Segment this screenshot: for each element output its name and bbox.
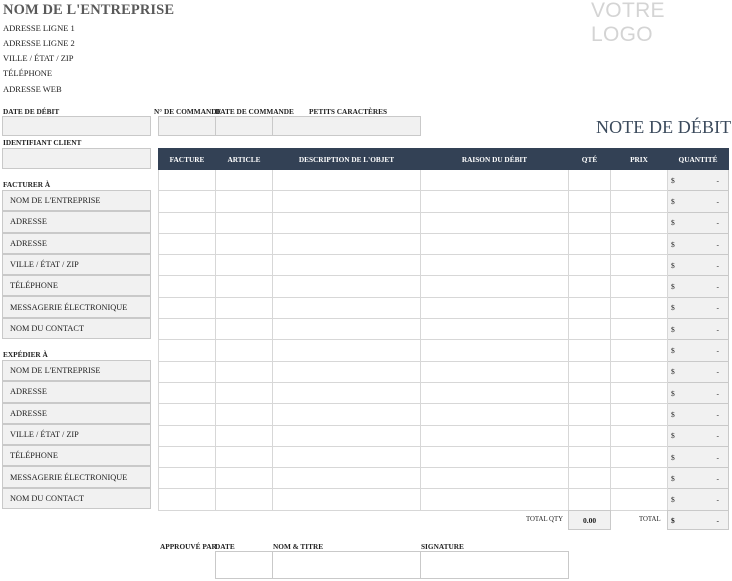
table-cell[interactable]	[611, 446, 668, 467]
amount-value: -	[716, 452, 719, 462]
table-cell[interactable]	[569, 425, 611, 446]
table-cell[interactable]	[421, 382, 569, 403]
approval-date-field[interactable]	[215, 551, 273, 579]
table-cell[interactable]	[159, 297, 216, 318]
currency-symbol: $	[671, 196, 675, 206]
amount-value: -	[716, 409, 719, 419]
table-cell[interactable]	[273, 361, 421, 382]
client-id-label: IDENTIFIANT CLIENT	[3, 138, 82, 147]
table-cell[interactable]	[569, 319, 611, 340]
total-value: -	[716, 515, 719, 525]
table-row	[159, 382, 729, 403]
bill-to-title: FACTURER À	[3, 180, 51, 189]
table-cell[interactable]	[421, 489, 569, 510]
table-row	[159, 446, 729, 467]
currency-symbol: $	[671, 452, 675, 462]
col-header-qty: QTÉ	[569, 149, 611, 170]
row-amount-cell	[668, 404, 729, 425]
amount-value: -	[716, 346, 719, 356]
small-chars-label: PETITS CARACTÈRES	[309, 107, 388, 116]
table-cell[interactable]	[569, 212, 611, 233]
order-date-label: DATE DE COMMANDE	[215, 107, 294, 116]
ship-to-phone[interactable]: TÉLÉPHONE	[2, 445, 151, 466]
table-cell[interactable]	[273, 468, 421, 489]
table-cell[interactable]	[611, 361, 668, 382]
bill-to-address-2[interactable]: ADRESSE	[2, 233, 151, 254]
col-header-description: DESCRIPTION DE L'OBJET	[273, 149, 421, 170]
table-cell[interactable]	[159, 446, 216, 467]
table-cell[interactable]	[216, 233, 273, 254]
row-amount-cell	[668, 170, 729, 191]
table-cell[interactable]	[421, 233, 569, 254]
amount-value: -	[716, 218, 719, 228]
total-amount	[667, 510, 729, 530]
table-cell[interactable]	[421, 212, 569, 233]
table-cell[interactable]	[159, 212, 216, 233]
table-row	[159, 468, 729, 489]
table-cell[interactable]	[569, 382, 611, 403]
company-website: ADRESSE WEB	[3, 84, 62, 94]
small-chars-field[interactable]	[272, 116, 421, 136]
row-amount-cell	[668, 468, 729, 489]
table-row	[159, 425, 729, 446]
table-cell[interactable]	[273, 382, 421, 403]
table-cell[interactable]	[611, 468, 668, 489]
currency-symbol: $	[671, 260, 675, 270]
row-amount-cell	[668, 255, 729, 276]
table-cell[interactable]	[159, 255, 216, 276]
table-cell[interactable]	[569, 489, 611, 510]
table-row	[159, 404, 729, 425]
table-cell[interactable]	[159, 489, 216, 510]
table-cell[interactable]	[159, 340, 216, 361]
table-row	[159, 212, 729, 233]
table-cell[interactable]	[611, 255, 668, 276]
table-cell[interactable]	[421, 425, 569, 446]
order-date-field[interactable]	[215, 116, 273, 136]
table-cell[interactable]	[569, 468, 611, 489]
table-cell[interactable]	[159, 468, 216, 489]
table-row	[159, 489, 729, 510]
col-header-price: PRIX	[611, 149, 668, 170]
company-name: NOM DE L'ENTREPRISE	[3, 2, 175, 18]
row-amount-cell	[668, 489, 729, 510]
client-id-field[interactable]	[2, 148, 151, 169]
table-cell[interactable]	[273, 297, 421, 318]
bill-to-city[interactable]: VILLE / ÉTAT / ZIP	[2, 254, 151, 275]
amount-value: -	[716, 196, 719, 206]
table-cell[interactable]	[421, 170, 569, 191]
currency-symbol: $	[671, 367, 675, 377]
table-cell[interactable]	[159, 276, 216, 297]
table-cell[interactable]	[611, 340, 668, 361]
row-amount-cell	[668, 276, 729, 297]
table-cell[interactable]	[273, 404, 421, 425]
table-cell[interactable]	[216, 297, 273, 318]
amount-value: -	[716, 260, 719, 270]
table-cell[interactable]	[421, 361, 569, 382]
table-cell[interactable]	[611, 382, 668, 403]
ship-to-address-2[interactable]: ADRESSE	[2, 403, 151, 424]
address-line-1: ADRESSE LIGNE 1	[3, 23, 75, 33]
table-cell[interactable]	[273, 340, 421, 361]
table-cell[interactable]	[569, 404, 611, 425]
table-cell[interactable]	[216, 468, 273, 489]
table-cell[interactable]	[611, 425, 668, 446]
table-cell[interactable]	[273, 255, 421, 276]
amount-value: -	[716, 324, 719, 334]
table-header-row	[159, 149, 729, 170]
table-cell[interactable]	[216, 361, 273, 382]
table-cell[interactable]	[216, 425, 273, 446]
approved-by-label: APPROUVÉ PAR	[160, 542, 217, 551]
table-cell[interactable]	[273, 233, 421, 254]
currency-symbol: $	[671, 324, 675, 334]
table-cell[interactable]	[216, 212, 273, 233]
table-cell[interactable]	[421, 319, 569, 340]
table-cell[interactable]	[159, 404, 216, 425]
table-cell[interactable]	[216, 255, 273, 276]
table-cell[interactable]	[159, 425, 216, 446]
amount-value: -	[716, 303, 719, 313]
currency-symbol: $	[671, 388, 675, 398]
table-cell[interactable]	[273, 191, 421, 212]
name-title-label: NOM & TITRE	[273, 542, 324, 551]
ship-to-address-1[interactable]: ADRESSE	[2, 381, 151, 402]
table-cell[interactable]	[216, 489, 273, 510]
bill-to-email[interactable]: MESSAGERIE ÉLECTRONIQUE	[2, 296, 151, 317]
currency-symbol: $	[671, 175, 675, 185]
table-cell[interactable]	[216, 319, 273, 340]
logo-placeholder: VOTRE LOGO	[591, 0, 665, 46]
amount-value: -	[716, 282, 719, 292]
table-cell[interactable]	[216, 191, 273, 212]
table-row	[159, 319, 729, 340]
currency-symbol: $	[671, 495, 675, 505]
ship-to-title: EXPÉDIER À	[3, 350, 48, 359]
table-cell[interactable]	[216, 404, 273, 425]
signature-label: SIGNATURE	[421, 542, 464, 551]
table-cell[interactable]	[421, 276, 569, 297]
table-row	[159, 191, 729, 212]
amount-value: -	[716, 175, 719, 185]
ship-to-city[interactable]: VILLE / ÉTAT / ZIP	[2, 424, 151, 445]
order-no-field[interactable]	[158, 116, 216, 136]
table-row	[159, 276, 729, 297]
row-amount-cell	[668, 191, 729, 212]
items-body	[159, 170, 729, 511]
company-phone: TÉLÉPHONE	[3, 68, 53, 78]
table-cell[interactable]	[216, 340, 273, 361]
table-cell[interactable]	[611, 489, 668, 510]
ship-to-section	[2, 360, 151, 509]
row-amount-cell	[668, 297, 729, 318]
table-cell[interactable]	[421, 191, 569, 212]
table-cell[interactable]	[611, 319, 668, 340]
table-cell[interactable]	[611, 404, 668, 425]
signature-field[interactable]	[420, 551, 569, 579]
col-header-amount: QUANTITÉ	[668, 149, 729, 170]
currency-symbol: $	[671, 303, 675, 313]
bill-to-contact[interactable]: NOM DU CONTACT	[2, 318, 151, 339]
currency-symbol: $	[671, 431, 675, 441]
table-cell[interactable]	[421, 404, 569, 425]
table-cell[interactable]	[159, 170, 216, 191]
amount-value: -	[716, 367, 719, 377]
amount-value: -	[716, 473, 719, 483]
table-cell[interactable]	[216, 446, 273, 467]
table-cell[interactable]	[421, 468, 569, 489]
currency-symbol: $	[671, 473, 675, 483]
table-cell[interactable]	[569, 170, 611, 191]
table-cell[interactable]	[159, 233, 216, 254]
row-amount-cell	[668, 382, 729, 403]
table-cell[interactable]	[611, 297, 668, 318]
table-cell[interactable]	[569, 446, 611, 467]
bill-to-address-1[interactable]: ADRESSE	[2, 211, 151, 232]
table-cell[interactable]	[159, 361, 216, 382]
ship-to-contact[interactable]: NOM DU CONTACT	[2, 488, 151, 509]
table-cell[interactable]	[273, 319, 421, 340]
name-title-field[interactable]	[272, 551, 421, 579]
row-amount-cell	[668, 319, 729, 340]
table-cell[interactable]	[421, 297, 569, 318]
amount-value: -	[716, 388, 719, 398]
table-cell[interactable]	[421, 446, 569, 467]
table-cell[interactable]	[569, 361, 611, 382]
table-cell[interactable]	[273, 212, 421, 233]
table-row	[159, 233, 729, 254]
bill-to-company[interactable]: NOM DE L'ENTREPRISE	[2, 190, 151, 211]
bill-to-section	[2, 190, 151, 339]
debit-date-field[interactable]	[2, 116, 151, 136]
row-amount-cell	[668, 233, 729, 254]
amount-value: -	[716, 495, 719, 505]
currency-symbol: $	[671, 346, 675, 356]
table-row	[159, 361, 729, 382]
bill-to-phone[interactable]: TÉLÉPHONE	[2, 275, 151, 296]
table-row	[159, 297, 729, 318]
amount-value: -	[716, 431, 719, 441]
row-amount-cell	[668, 446, 729, 467]
address-line-2: ADRESSE LIGNE 2	[3, 38, 75, 48]
table-cell[interactable]	[611, 233, 668, 254]
currency-symbol: $	[671, 218, 675, 228]
table-cell[interactable]	[611, 170, 668, 191]
amount-value: -	[716, 239, 719, 249]
col-header-article: ARTICLE	[216, 149, 273, 170]
row-amount-cell	[668, 425, 729, 446]
table-cell[interactable]	[216, 170, 273, 191]
table-cell[interactable]	[569, 340, 611, 361]
total-currency: $	[671, 515, 675, 525]
table-cell[interactable]	[216, 382, 273, 403]
table-cell[interactable]	[569, 276, 611, 297]
total-label: TOTAL	[639, 516, 661, 523]
approval-date-label: DATE	[215, 542, 235, 551]
document-title: NOTE DE DÉBIT	[596, 117, 732, 137]
table-row	[159, 170, 729, 191]
table-row	[159, 340, 729, 361]
total-qty-label: TOTAL QTY	[526, 516, 564, 523]
table-cell[interactable]	[273, 425, 421, 446]
table-cell[interactable]	[159, 382, 216, 403]
table-cell[interactable]	[421, 255, 569, 276]
table-cell[interactable]	[569, 191, 611, 212]
table-cell[interactable]	[611, 276, 668, 297]
table-cell[interactable]	[421, 340, 569, 361]
table-row	[159, 255, 729, 276]
table-cell[interactable]	[569, 297, 611, 318]
ship-to-email[interactable]: MESSAGERIE ÉLECTRONIQUE	[2, 466, 151, 487]
table-cell[interactable]	[569, 255, 611, 276]
order-no-label: N° DE COMMANDE	[154, 107, 222, 116]
table-cell[interactable]	[273, 276, 421, 297]
col-header-reason: RAISON DU DÉBIT	[421, 149, 569, 170]
row-amount-cell	[668, 361, 729, 382]
row-amount-cell	[668, 340, 729, 361]
debit-date-label: DATE DE DÉBIT	[3, 107, 60, 116]
col-header-invoice: FACTURE	[159, 149, 216, 170]
table-cell[interactable]	[569, 233, 611, 254]
table-cell[interactable]	[611, 212, 668, 233]
table-cell[interactable]	[611, 191, 668, 212]
table-cell[interactable]	[159, 319, 216, 340]
row-amount-cell	[668, 212, 729, 233]
ship-to-company[interactable]: NOM DE L'ENTREPRISE	[2, 360, 151, 381]
table-cell[interactable]	[273, 446, 421, 467]
table-cell[interactable]	[159, 191, 216, 212]
currency-symbol: $	[671, 409, 675, 419]
currency-symbol: $	[671, 239, 675, 249]
currency-symbol: $	[671, 282, 675, 292]
city-state-zip: VILLE / ÉTAT / ZIP	[3, 53, 74, 63]
items-table	[158, 148, 729, 511]
total-qty-value: 0.00	[568, 510, 611, 530]
table-cell[interactable]	[273, 489, 421, 510]
table-cell[interactable]	[273, 170, 421, 191]
table-cell[interactable]	[216, 276, 273, 297]
